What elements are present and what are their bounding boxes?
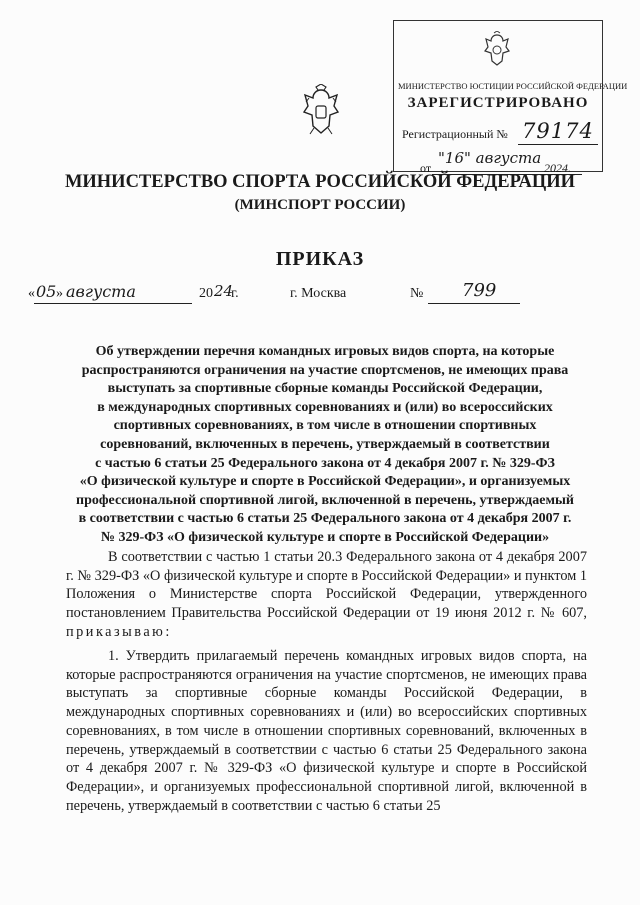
stamp-reg-number-label: Регистрационный № xyxy=(402,127,508,141)
ministry-name: МИНИСТЕРСТВО СПОРТА РОССИЙСКОЙ ФЕДЕРАЦИИ xyxy=(64,172,576,192)
date-underline xyxy=(34,303,192,304)
title-line: с частью 6 статьи 25 Федерального закона от 4 декабря 2007 г. № 329-ФЗ xyxy=(95,455,555,471)
stamp-from-label: от xyxy=(420,161,432,175)
date-close-quote: » xyxy=(56,286,63,301)
title-line: «О физической культуре и спорте в Российской Федерации», и организуемых xyxy=(79,474,571,490)
order-number-underline xyxy=(428,303,520,304)
stamp-registered: ЗАРЕГИСТРИРОВАНО xyxy=(407,95,589,111)
date-month: августа xyxy=(66,282,136,301)
date-year-handwritten: 24 xyxy=(214,282,234,300)
stamp-date: "16" августа xyxy=(438,149,542,167)
title-line: в соответствии с частью 6 статьи 25 Федерального закона от 4 декабря 2007 г. xyxy=(78,511,572,527)
date-year-suffix: г. xyxy=(231,286,239,301)
title-line: профессиональной спортивной лигой, включенной в перечень, утверждаемый xyxy=(76,492,574,508)
title-line: в международных спортивных соревнованиях и (или) во всероссийских xyxy=(97,399,553,415)
title-line: выступать за спортивные сборные команды Российской Федерации, xyxy=(107,381,543,397)
date-open-quote: « xyxy=(28,286,35,301)
title-line: № 329-ФЗ «О физической культуре и спорте в Российской Федерации» xyxy=(100,529,550,545)
body-paragraph-1 xyxy=(66,548,587,642)
city: г. Москва xyxy=(290,286,347,301)
stamp-number-underline xyxy=(518,144,598,145)
ministry-short-name: (МИНСПОРТ РОССИИ) xyxy=(234,197,406,213)
body-paragraph-2: 1. Утвердить прилагаемый перечень командных игровых видов спорта, на которые распространяются ограничения на участие спортсменов, не имеющих права выступать за спортивные сборные команды Российской Федерации, в международных спортивных соревнованиях и (или) во всероссийских спортивных соревнованиях, в том числе в отношении спортивных соревнований, включенных в перечень, утверждаемый в соответствии с частью 6 статьи 25 Федерального закона от 4 декабря 2007 г. № 329-ФЗ «О физической культуре и спорте в Российской Федерации», и организуемых профессиональной спортивной лигой, включенной в перечень, утверждаемый в соответствии с частью 6 статьи 25 xyxy=(66,648,587,814)
date-day: 05 xyxy=(36,282,57,301)
title-line: Об утверждении перечня командных игровых видов спорта, на которые xyxy=(95,344,555,359)
title-line: распространяются ограничения на участие спортсменов, не имеющих права xyxy=(81,362,569,378)
paragraph-1-text: В соответствии с частью 1 статьи 20.3 Федерального закона от 4 декабря 2007 г. № 329-ФЗ «О физической культуре и спорте в Российской Федерации» и пунктом 1 Положения о Министерстве спорта Российской Федерации, утвержденного постановлением Правительства Российской Федерации от 19 июня 2012 г. № 607, xyxy=(66,549,587,622)
title-line: спортивных соревнованиях, в том числе в отношении спортивных xyxy=(113,418,537,434)
stamp-ministry-name: МИНИСТЕРСТВО ЮСТИЦИИ РОССИЙСКОЙ ФЕДЕРАЦИИ xyxy=(398,81,628,91)
stamp-year: 2024. xyxy=(544,161,571,175)
order-number-label: № xyxy=(410,286,424,301)
date-year-prefix: 20 xyxy=(199,286,213,301)
order-word: приказываю: xyxy=(66,623,172,640)
coat-of-arms-icon xyxy=(300,84,342,138)
registration-stamp xyxy=(393,20,628,175)
stamp-reg-number: 79174 xyxy=(522,119,594,143)
document-type: ПРИКАЗ xyxy=(275,248,365,270)
coat-of-arms-icon xyxy=(482,31,512,69)
order-number: 799 xyxy=(462,280,497,301)
title-line: соревнований, включенных в перечень, утверждаемый в соответствии xyxy=(100,436,550,452)
document-title xyxy=(64,343,586,548)
